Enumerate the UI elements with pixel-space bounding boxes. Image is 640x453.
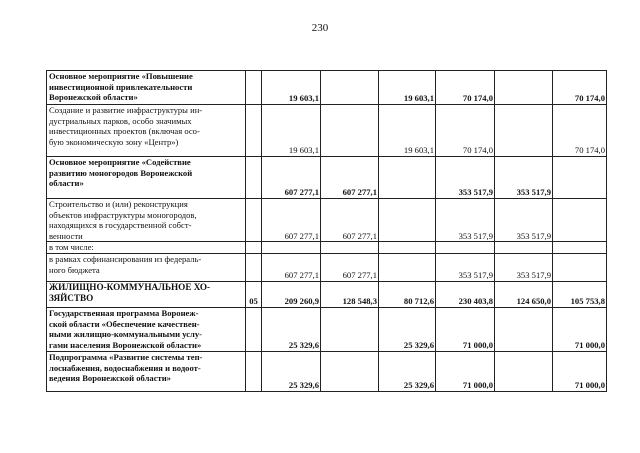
amount-cell-c3: 25 329,6 [379,351,436,391]
row-name-cell [47,242,246,254]
budget-table [46,70,607,392]
row-name: в том числе: [49,242,94,253]
amount-cell-c2 [321,307,379,351]
row-name: Основное мероприятие «Содействие развитию моногородов Воронежской области» [49,157,193,189]
table-row [47,199,607,242]
amount-cell-c6: 105 753,8 [553,281,607,307]
row-code-cell [246,157,262,199]
row-name-cell [47,105,246,157]
amount-cell-c1: 19 603,1 [262,105,321,157]
amount-cell-c6 [553,157,607,199]
amount-cell-c6 [553,253,607,281]
amount-cell-c1 [262,242,321,254]
table-row [47,71,607,105]
amount-cell-c3 [379,253,436,281]
amount-cell-c1: 25 329,6 [262,307,321,351]
amount-cell-c6 [553,242,607,254]
amount-cell-c1: 607 277,1 [262,157,321,199]
amount-cell-c5 [495,71,553,105]
row-code-cell: 05 [246,281,262,307]
amount-cell-c4: 353 517,9 [436,253,495,281]
row-name-cell [47,307,246,351]
amount-cell-c5: 124 650,0 [495,281,553,307]
amount-cell-c3: 19 603,1 [379,71,436,105]
amount-cell-c2: 607 277,1 [321,253,379,281]
amount-cell-c5 [495,351,553,391]
row-name: Основное мероприятие «Повышение инвестиционной привлекательности Воронежской области» [49,71,193,103]
row-code-cell [246,351,262,391]
row-code-cell [246,307,262,351]
table-row [47,351,607,391]
table-row [47,307,607,351]
amount-cell-c2 [321,242,379,254]
table-row [47,253,607,281]
table-row [47,105,607,157]
amount-cell-c6: 71 000,0 [553,351,607,391]
amount-cell-c4: 71 000,0 [436,351,495,391]
amount-cell-c5: 353 517,9 [495,253,553,281]
table-row [47,157,607,199]
amount-cell-c2: 607 277,1 [321,199,379,242]
amount-cell-c3: 19 603,1 [379,105,436,157]
row-code-cell [246,242,262,254]
amount-cell-c5: 353 517,9 [495,157,553,199]
amount-cell-c1: 25 329,6 [262,351,321,391]
row-name-cell [47,351,246,391]
row-code-cell [246,199,262,242]
row-name-cell [47,157,246,199]
row-name: ЖИЛИЩНО-КОММУНАЛЬНОЕ ХО- ЗЯЙСТВО [49,281,211,303]
amount-cell-c1: 607 277,1 [262,199,321,242]
amount-cell-c3 [379,242,436,254]
amount-cell-c4: 230 403,8 [436,281,495,307]
row-name-cell [47,253,246,281]
amount-cell-c2 [321,71,379,105]
amount-cell-c6: 71 000,0 [553,307,607,351]
amount-cell-c2: 128 548,3 [321,281,379,307]
row-code-cell [246,105,262,157]
row-code-cell [246,71,262,105]
amount-cell-c1: 607 277,1 [262,253,321,281]
row-name: в рамках софинансирования из федераль- ного бюджета [49,253,202,275]
amount-cell-c4: 353 517,9 [436,157,495,199]
amount-cell-c5 [495,105,553,157]
amount-cell-c2: 607 277,1 [321,157,379,199]
amount-cell-c3: 80 712,6 [379,281,436,307]
row-name: Государственная программа Воронеж- ской области «Обеспечение качествен- ными жилищно-коммунальными услу- гами населения Воронежской области» [49,307,203,350]
amount-cell-c5 [495,242,553,254]
page-number: 230 [311,22,329,34]
amount-cell-c2 [321,351,379,391]
row-name: Строительство и (или) реконструкция объектов инфраструктуры моногородов, находящихся в государственной собст- венности [49,199,197,241]
row-name-cell [47,71,246,105]
table-row [47,242,607,254]
amount-cell-c4: 70 174,0 [436,71,495,105]
amount-cell-c4: 70 174,0 [436,105,495,157]
amount-cell-c5 [495,307,553,351]
amount-cell-c4 [436,242,495,254]
row-code-cell [246,253,262,281]
row-name: Создание и развитие инфраструктуры ин- дустриальных парков, особо значимых инвестиционных проектов (включая осо- бую экономическую зону «Центр») [49,105,203,147]
table-row [47,281,607,307]
amount-cell-c4: 71 000,0 [436,307,495,351]
amount-cell-c6: 70 174,0 [553,71,607,105]
row-name: Подпрограмма «Развитие системы теп- лоснабжения, водоснабжения и водоот- ведения Воронежской области» [49,351,203,384]
amount-cell-c6: 70 174,0 [553,105,607,157]
amount-cell-c3 [379,199,436,242]
row-name-cell [47,281,246,307]
amount-cell-c1: 209 260,9 [262,281,321,307]
amount-cell-c2 [321,105,379,157]
amount-cell-c5: 353 517,9 [495,199,553,242]
amount-cell-c4: 353 517,9 [436,199,495,242]
amount-cell-c3: 25 329,6 [379,307,436,351]
row-name-cell [47,199,246,242]
amount-cell-c6 [553,199,607,242]
amount-cell-c1: 19 603,1 [262,71,321,105]
amount-cell-c3 [379,157,436,199]
